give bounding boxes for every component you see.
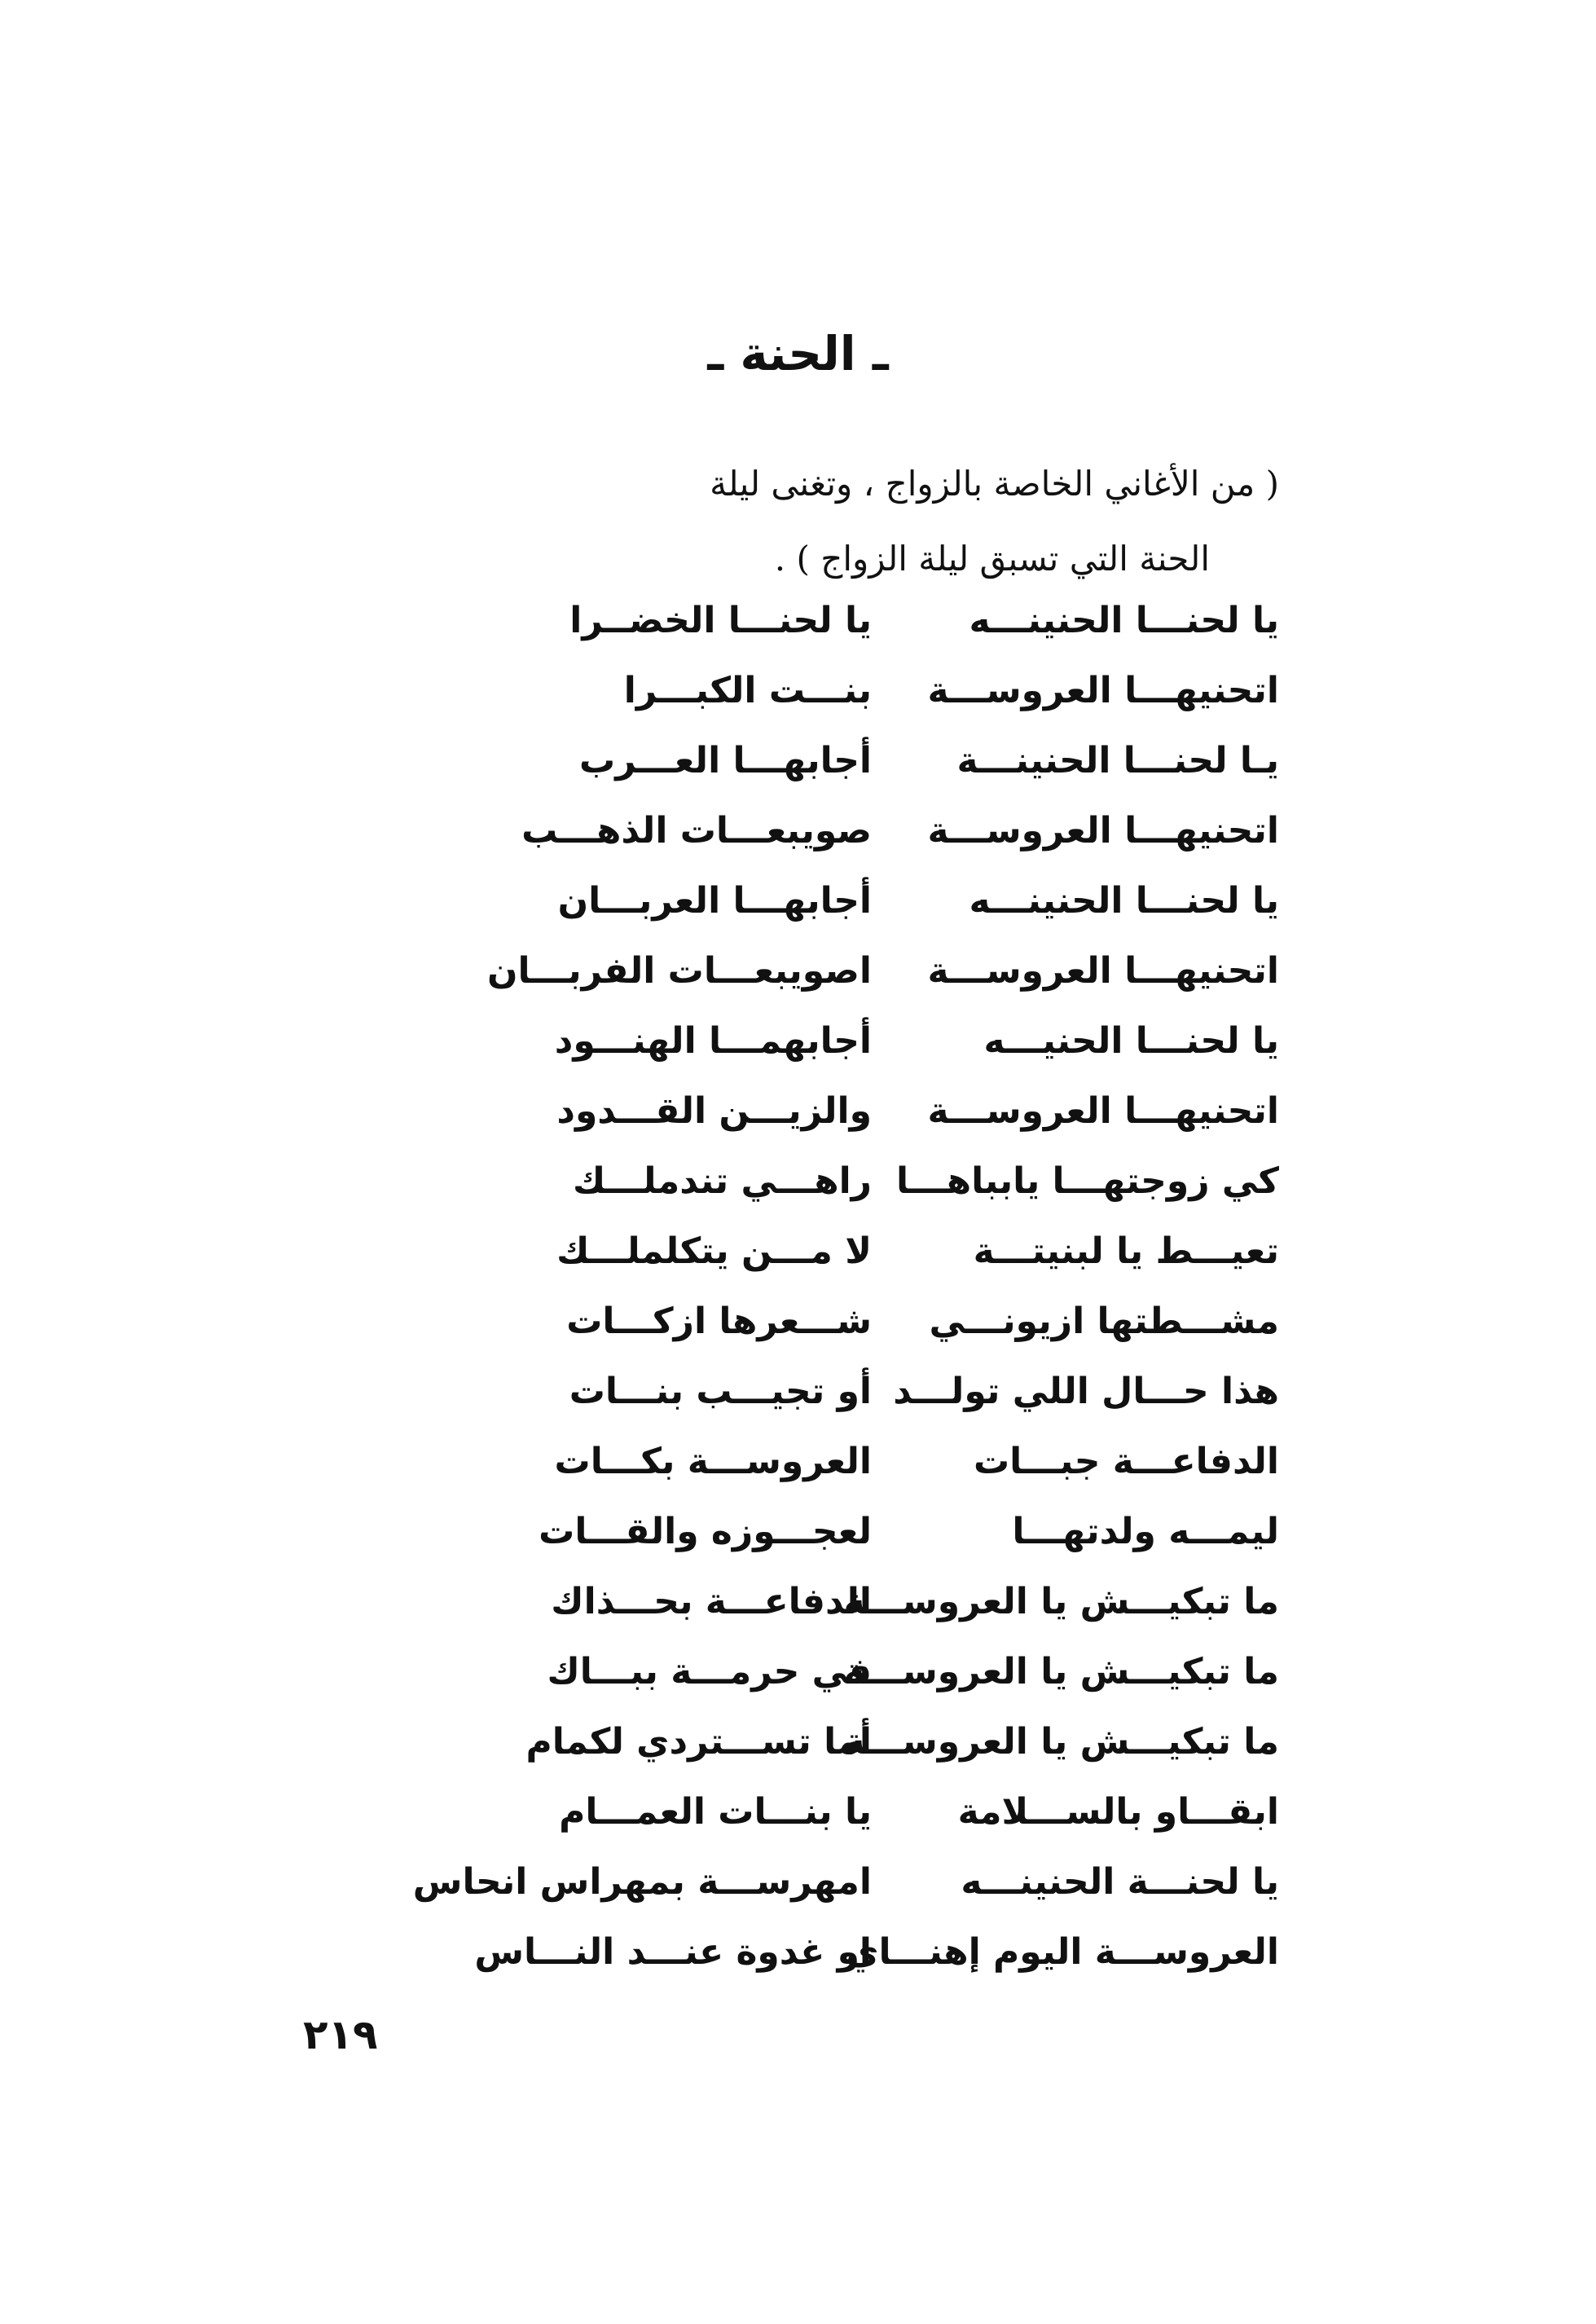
verse-left-hemistich: أجابهـــا العربـــان — [557, 879, 872, 922]
intro-line-2: الحنة التي تسبق ليلة الزواج ) . — [774, 539, 1210, 579]
verse-left-hemistich: يا لحنـــا الخضــرا — [569, 599, 872, 641]
verse-left-hemistich: بنـــت الكبـــرا — [623, 669, 872, 711]
verse-right-hemistich: يا لحنـــة الحنينـــه — [961, 1860, 1279, 1903]
page-number: ٢١٩ — [303, 2011, 378, 2058]
verse-left-hemistich: الدفاعـــة بحـــذاك — [551, 1580, 872, 1622]
verse-right-hemistich: تعيـــط يا لبنيتـــة — [973, 1230, 1279, 1272]
verse-left-hemistich: امهرســـة بمهراس انحاس — [412, 1860, 872, 1903]
verse-row — [383, 1356, 1279, 1426]
verse-right-hemistich: يا لحنـــا الحنيـــه — [983, 1019, 1279, 1062]
verse-right-hemistich: ما تبكيـــش يا العروســـة — [843, 1720, 1279, 1763]
verse-row — [383, 1496, 1279, 1566]
verse-row — [383, 655, 1279, 725]
verse-right-hemistich: مشـــطتها ازيونـــي — [929, 1300, 1279, 1342]
verse-row — [383, 725, 1279, 795]
verse-row — [383, 865, 1279, 935]
verse-left-hemistich: صويبعـــات الذهـــب — [521, 809, 872, 852]
verse-left-hemistich: اصويبعـــات الفربـــان — [486, 949, 872, 992]
verse-row — [383, 1706, 1279, 1776]
verse-left-hemistich: أما تســـتردي لكمام — [525, 1720, 872, 1763]
verse-row — [383, 585, 1279, 655]
verse-row — [383, 1216, 1279, 1286]
verse-row — [383, 1286, 1279, 1356]
verse-row — [383, 1636, 1279, 1706]
verse-right-hemistich: كي زوجتهـــا يابباهـــا — [896, 1160, 1279, 1202]
verse-row — [383, 1146, 1279, 1216]
verse-row — [383, 1566, 1279, 1636]
verse-right-hemistich: هذا حـــال اللي تولـــد — [893, 1370, 1279, 1412]
verse-right-hemistich: اتحنيهـــا العروســـة — [927, 809, 1279, 852]
verse-left-hemistich: شـــعرها ازكـــات — [566, 1300, 872, 1342]
verse-right-hemistich: يـا لحنـــا الحنينـــة — [956, 739, 1279, 781]
verse-right-hemistich: اتحنيهـــا العروســـة — [927, 949, 1279, 992]
verse-left-hemistich: والزيـــن القـــدود — [556, 1089, 872, 1132]
verse-row — [383, 1426, 1279, 1496]
verse-row — [383, 1776, 1279, 1846]
page-title: ـ الحنة ـ — [707, 326, 889, 381]
intro-line-1: ( من الأغاني الخاصة بالزواج ، وتغنى ليلة — [710, 464, 1279, 504]
verse-right-hemistich: يا لحنـــا الحنينـــه — [969, 879, 1279, 922]
verse-row — [383, 1076, 1279, 1146]
verses — [383, 585, 1279, 1987]
verse-right-hemistich: يا لحنـــا الحنينـــه — [969, 599, 1279, 641]
verse-left-hemistich: أجابهمـــا الهنـــود — [554, 1019, 872, 1062]
verse-row — [383, 1006, 1279, 1076]
verse-right-hemistich: العروســـة اليوم إهنـــاي — [846, 1930, 1279, 1973]
verse-right-hemistich: اتحنيهـــا العروســـة — [927, 669, 1279, 711]
verse-left-hemistich: لعجـــوزه والقـــات — [539, 1510, 872, 1552]
verse-row — [383, 795, 1279, 865]
verse-right-hemistich: ما تبكيـــش يا العروســـة — [843, 1580, 1279, 1622]
verse-right-hemistich: ما تبكيـــش يا العروســـة — [843, 1650, 1279, 1692]
verse-row — [383, 1917, 1279, 1987]
intro-note — [301, 447, 1279, 596]
verse-left-hemistich: راهـــي تندملـــك — [572, 1160, 872, 1202]
verse-left-hemistich: لا مـــن يتكلملـــك — [556, 1230, 872, 1272]
verse-right-hemistich: ليمـــه ولدتهـــا — [1012, 1510, 1279, 1552]
verse-right-hemistich: ابقـــاو بالســـلامة — [957, 1790, 1279, 1833]
verse-right-hemistich: الدفاعـــة جبـــات — [973, 1440, 1279, 1482]
verse-row — [383, 935, 1279, 1006]
verse-left-hemistich: أو تجيـــب بنـــات — [569, 1370, 872, 1412]
verse-row — [383, 1846, 1279, 1917]
verse-left-hemistich: العروســـة بكـــات — [554, 1440, 872, 1482]
verse-left-hemistich: أجابهـــا العـــرب — [579, 739, 872, 781]
verse-left-hemistich: او غدوة عنـــد النـــاس — [474, 1930, 872, 1973]
verse-left-hemistich: يا بنـــات العمـــام — [559, 1790, 872, 1833]
verse-left-hemistich: في حرمـــة ببـــاك — [547, 1650, 872, 1692]
verse-right-hemistich: اتحنيهـــا العروســـة — [927, 1089, 1279, 1132]
